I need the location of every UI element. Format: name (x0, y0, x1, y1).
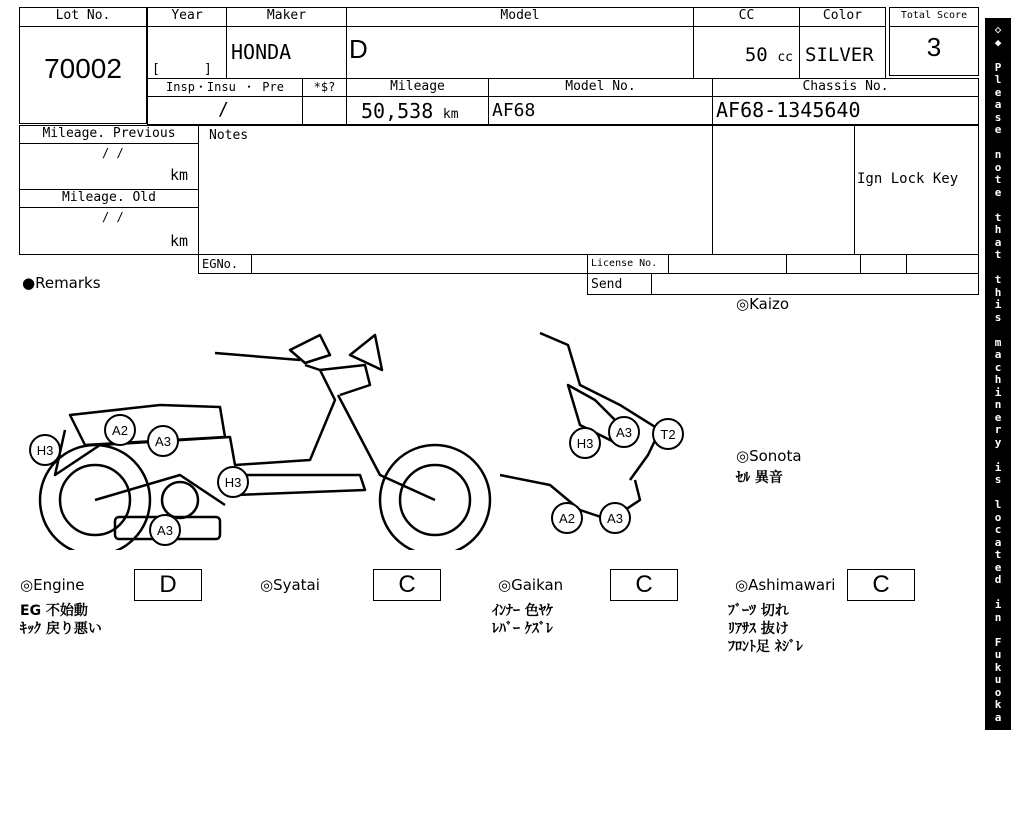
chassis-value: AF68-1345640 (716, 98, 861, 122)
mileage-old-label: Mileage. Old (20, 190, 198, 208)
license-divider-2 (786, 255, 787, 273)
model-label: Model (347, 8, 693, 27)
license-divider-3 (860, 255, 861, 273)
scooter-diagram (20, 325, 700, 550)
total-score-cell (889, 7, 979, 76)
svg-text:A3: A3 (157, 523, 173, 538)
mileage-value-wrap (361, 99, 459, 123)
svg-text:A2: A2 (112, 423, 128, 438)
model-no-label: Model No. (489, 79, 712, 97)
license-label: License No. (591, 258, 658, 269)
body-panel (55, 365, 335, 475)
location-sidebar (985, 18, 1011, 824)
svg-text:T2: T2 (660, 427, 676, 442)
notes-label: Notes (209, 128, 249, 143)
maker-cell (226, 7, 347, 79)
key-info: Ign Lock Key (857, 171, 959, 187)
damage-mark-t2-front (653, 419, 683, 449)
damage-mark-h3-center (218, 467, 248, 497)
mileage-old-date: / / (102, 210, 124, 224)
svg-text:H3: H3 (36, 443, 54, 458)
engine-label: ◎Engine (20, 576, 85, 594)
ashimawari-note-2: ﾘｱｻｽ 抜け (728, 621, 789, 637)
damage-mark-a3-front (609, 417, 639, 447)
mileage-old-cell (19, 189, 199, 255)
insp-cell (147, 78, 303, 125)
sidebar-text: ◇ ◆ P l e a s e n o t e t h a t t h i s m a c h i n e r y i s l o c a t e d i n F u k u o k a Y a r d ◇ ◆ (994, 23, 1002, 824)
syatai-grade: C (373, 569, 441, 601)
model-cell (346, 7, 694, 79)
cc-cell (693, 7, 800, 79)
maker-value: HONDA (231, 40, 292, 64)
cc-label: CC (694, 8, 799, 27)
ashimawari-label: ◎Ashimawari (735, 576, 836, 594)
mileage-unit: km (442, 107, 459, 122)
ashimawari-note-3: ﾌﾛﾝﾄ足 ﾈｼﾞﾚ (728, 639, 803, 655)
sonota-text: ｾﾙ 異音 (736, 470, 783, 486)
syatai-label: ◎Syatai (260, 576, 320, 594)
svg-text:A3: A3 (155, 434, 171, 449)
year-bracket-close: ] (204, 62, 212, 77)
model-no-cell (488, 78, 713, 125)
svg-text:H3: H3 (224, 475, 242, 490)
handlebar (215, 353, 300, 360)
sonota-label: ◎Sonota (736, 447, 802, 465)
lot-no-cell (19, 7, 147, 124)
mileage-cell (346, 78, 489, 125)
gaikan-note-1: ｲﾝﾅｰ 色ﾔｹ (492, 603, 553, 619)
floor-step (235, 475, 365, 495)
egno-label: EGNo. (202, 257, 239, 271)
ashimawari-note-1: ﾌﾞｰﾂ 切れ (728, 603, 789, 619)
send-cell (587, 273, 979, 295)
color-value: SILVER (805, 44, 874, 66)
key-info-cell (854, 125, 979, 255)
egno-divider (251, 255, 252, 273)
license-divider-1 (668, 255, 669, 273)
kaizo-label: ◎Kaizo (736, 295, 790, 313)
insp-value: / (218, 99, 229, 120)
license-divider-4 (906, 255, 907, 273)
model-no-value: AF68 (492, 100, 536, 121)
damage-mark-a3-bottom (600, 503, 630, 533)
mileage-label: Mileage (347, 79, 488, 97)
gaikan-label: ◎Gaikan (498, 576, 564, 594)
dollar-cell (302, 78, 347, 125)
damage-mark-h3-rear (30, 435, 60, 465)
mileage-previous-label: Mileage. Previous (20, 126, 198, 144)
chassis-label: Chassis No. (713, 79, 978, 97)
notes-mid-cell (712, 125, 855, 255)
damage-mark-a2-rear (105, 415, 135, 445)
mileage-previous-date: / / (102, 146, 124, 160)
color-cell (799, 7, 886, 79)
lot-no-value: 70002 (44, 53, 122, 84)
svg-text:A3: A3 (616, 425, 632, 440)
send-label: Send (591, 277, 623, 292)
remarks-label: ●Remarks (22, 274, 101, 292)
mileage-old-unit: km (169, 232, 188, 250)
steering-column (320, 365, 370, 395)
engine-note-2: ｷｯｸ 戻り悪い (20, 621, 102, 637)
cc-unit: cc (777, 50, 793, 65)
svg-text:A2: A2 (559, 511, 575, 526)
engine-block (162, 482, 198, 518)
damage-mark-a2-bottom (552, 503, 582, 533)
damage-mark-a3-seat (148, 426, 178, 456)
engine-note-1: EG 不始動 (20, 603, 88, 619)
license-cell (587, 254, 979, 274)
model-value: D (349, 34, 368, 64)
send-divider (651, 274, 652, 294)
damage-marks (30, 415, 683, 545)
svg-text:A3: A3 (607, 511, 623, 526)
lot-no-label: Lot No. (20, 8, 146, 27)
total-score-value: 3 (926, 32, 942, 62)
dollar-label: *$? (303, 79, 346, 97)
ashimawari-grade: C (847, 569, 915, 601)
gaikan-note-2: ﾚﾊﾞｰ ｹｽﾞﾚ (492, 621, 553, 637)
maker-label: Maker (227, 8, 346, 27)
year-cell (147, 7, 227, 79)
cc-value: 50 (744, 44, 768, 66)
engine-grade: D (134, 569, 202, 601)
svg-text:H3: H3 (576, 436, 594, 451)
damage-mark-a3-muffler (150, 515, 180, 545)
cc-value-wrap (745, 44, 793, 66)
gaikan-grade: C (610, 569, 678, 601)
damage-mark-h3-front (570, 428, 600, 458)
mileage-previous-unit: km (169, 166, 188, 184)
year-bracket-open: [ (152, 62, 160, 77)
insp-label: Insp・Insu ・ Pre (148, 79, 302, 97)
mileage-value: 50,538 (361, 99, 434, 123)
chassis-cell (712, 78, 979, 125)
year-label: Year (148, 8, 226, 27)
egno-cell (198, 254, 588, 274)
swingarm (95, 475, 225, 505)
color-label: Color (800, 8, 885, 27)
total-score-label: Total Score (890, 8, 978, 27)
notes-cell (198, 125, 713, 255)
